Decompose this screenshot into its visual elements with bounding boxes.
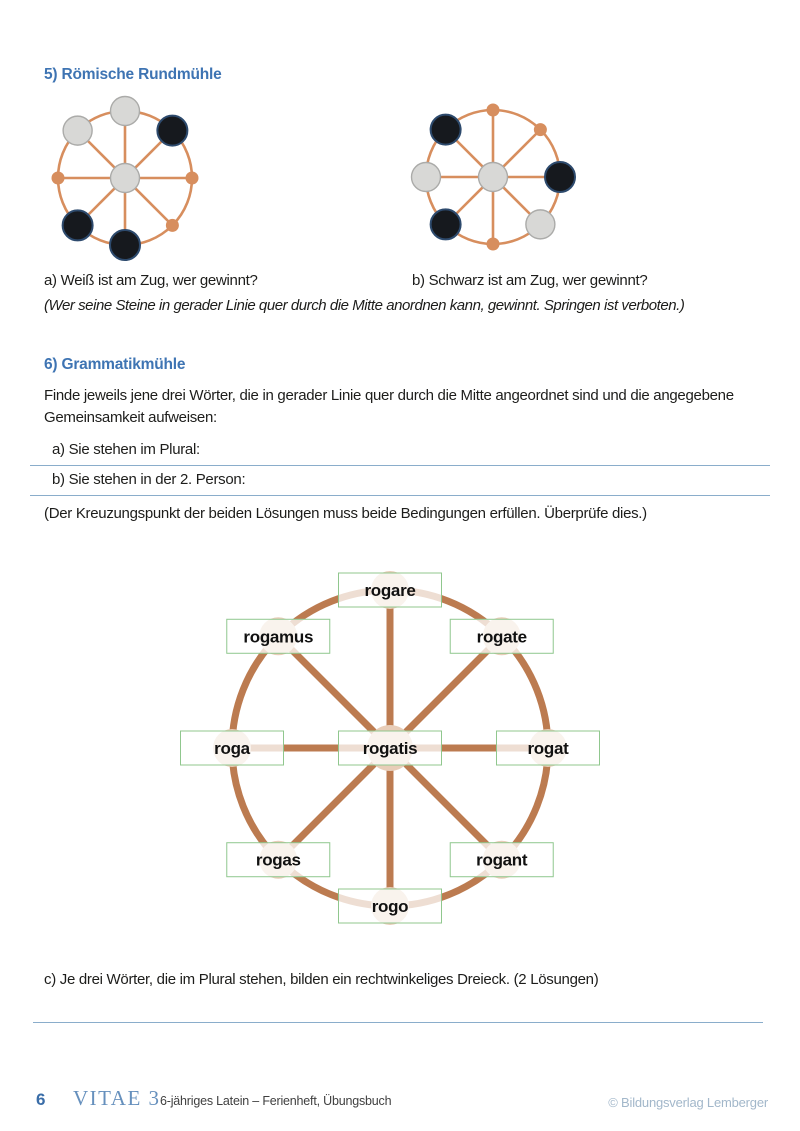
- task-b-label: b) Sie stehen in der 2. Person:: [52, 471, 246, 488]
- black-stone: [431, 115, 461, 145]
- section6-title: 6) Grammatikmühle: [44, 356, 186, 373]
- copyright-notice: © Bildungsverlag Lemberger: [608, 1095, 768, 1110]
- black-stone: [110, 230, 140, 260]
- word-label: rogas: [255, 850, 301, 870]
- black-stone: [157, 116, 187, 146]
- empty-point: [52, 172, 65, 185]
- empty-point: [487, 238, 500, 251]
- page-number: 6: [36, 1090, 46, 1109]
- word-label: rogare: [364, 581, 416, 600]
- mill-board-black-to-move: [403, 87, 583, 267]
- white-stone: [526, 210, 555, 239]
- series-subtitle: 6-jähriges Latein – Ferienheft, Übungsbuch: [160, 1094, 392, 1108]
- black-stone: [431, 209, 461, 239]
- task-c-label: c) Je drei Wörter, die im Plural stehen, bilden ein rechtwinkeliges Dreieck. (2 Lösungen): [44, 971, 599, 988]
- empty-point: [487, 104, 500, 117]
- word-label: rogatis: [362, 739, 418, 758]
- white-stone: [111, 97, 140, 126]
- word-label: roga: [214, 739, 250, 758]
- series-title: VITAE 3: [73, 1086, 161, 1110]
- word-label: rogate: [476, 627, 527, 647]
- answer-line-a: [30, 465, 770, 466]
- white-stone: [63, 116, 92, 145]
- black-stone: [63, 210, 93, 240]
- word-label: rogant: [476, 850, 528, 870]
- word-label: rogo: [371, 897, 409, 916]
- word-label: rogamus: [243, 627, 314, 647]
- question-a: a) Weiß ist am Zug, wer gewinnt?: [44, 272, 258, 289]
- answer-line-b: [30, 495, 770, 496]
- word-label: rogat: [527, 739, 569, 758]
- white-stone: [479, 163, 508, 192]
- answer-line-c: [33, 1022, 763, 1023]
- section5-title: 5) Römische Rundmühle: [44, 66, 222, 83]
- grammar-wheel-diagram: [165, 555, 615, 945]
- empty-point: [534, 123, 547, 136]
- white-stone: [412, 163, 441, 192]
- empty-point: [166, 219, 179, 232]
- section6-intro: Finde jeweils jene drei Wörter, die in gerader Linie quer durch die Mitte angeordnet sind und die angegebene Gemeinsamkeit aufweisen:: [44, 387, 734, 426]
- task-a-label: a) Sie stehen im Plural:: [52, 441, 200, 458]
- mill-board-white-to-move: [35, 88, 215, 268]
- section6-note: (Der Kreuzungspunkt der beiden Lösungen muss beide Bedingungen erfüllen. Überprüfe dies.): [44, 505, 647, 522]
- empty-point: [186, 172, 199, 185]
- question-b: b) Schwarz ist am Zug, wer gewinnt?: [412, 272, 648, 289]
- black-stone: [545, 162, 575, 192]
- section5-note: (Wer seine Steine in gerader Linie quer durch die Mitte anordnen kann, gewinnt. Springen ist verboten.): [44, 297, 685, 314]
- white-stone: [111, 164, 140, 193]
